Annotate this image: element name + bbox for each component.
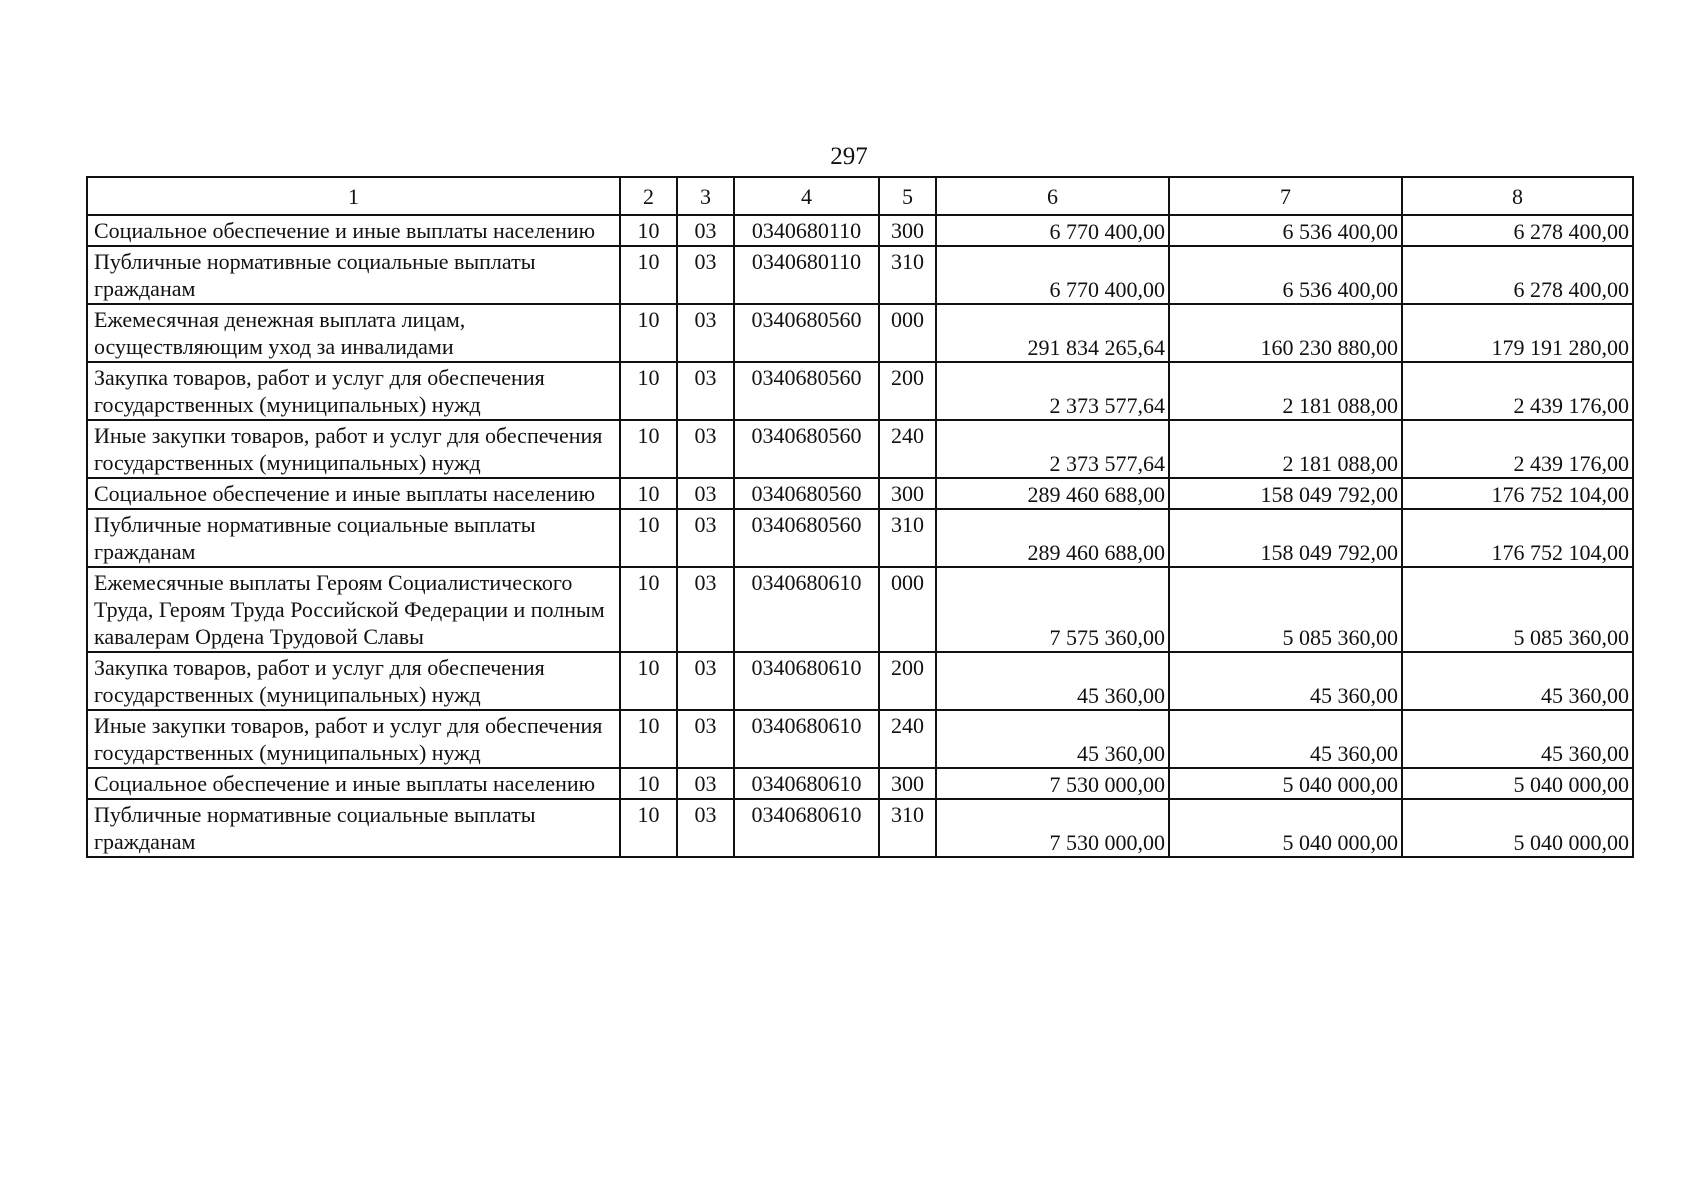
amount-col8-cell: 5 085 360,00 [1402,567,1633,652]
table-row [87,509,1633,567]
header-row [87,177,1633,215]
amount-col7-cell: 2 181 088,00 [1169,420,1402,478]
expense-type-cell: 310 [879,509,936,567]
section-code-cell: 10 [620,652,677,710]
table-row [87,215,1633,246]
table-row [87,362,1633,420]
expense-type-cell: 300 [879,478,936,509]
amount-col7-cell: 158 049 792,00 [1169,478,1402,509]
page-number: 297 [830,143,868,170]
subsection-code-cell: 03 [677,652,734,710]
column-header: 2 [620,177,677,215]
subsection-code-cell: 03 [677,567,734,652]
amount-col6-cell: 7 530 000,00 [936,799,1169,857]
table-body [87,215,1633,857]
table-row [87,478,1633,509]
target-article-cell: 0340680560 [734,362,879,420]
expense-type-cell: 000 [879,567,936,652]
target-article-cell: 0340680610 [734,768,879,799]
amount-col7-cell: 160 230 880,00 [1169,304,1402,362]
row-name-cell: Социальное обеспечение и иные выплаты населению [87,768,620,799]
row-name-cell: Социальное обеспечение и иные выплаты населению [87,478,620,509]
target-article-cell: 0340680560 [734,420,879,478]
amount-col7-cell: 45 360,00 [1169,710,1402,768]
expense-type-cell: 000 [879,304,936,362]
expense-type-cell: 300 [879,215,936,246]
row-name-cell: Ежемесячные выплаты Героям Социалистического Труда, Героям Труда Российской Федерации и полным кавалерам Ордена Трудовой Славы [87,567,620,652]
column-header: 4 [734,177,879,215]
amount-col6-cell: 45 360,00 [936,710,1169,768]
subsection-code-cell: 03 [677,246,734,304]
amount-col6-cell: 7 575 360,00 [936,567,1169,652]
section-code-cell: 10 [620,710,677,768]
amount-col7-cell: 45 360,00 [1169,652,1402,710]
row-name-cell: Социальное обеспечение и иные выплаты населению [87,215,620,246]
table-row [87,799,1633,857]
expense-type-cell: 240 [879,710,936,768]
subsection-code-cell: 03 [677,420,734,478]
section-code-cell: 10 [620,304,677,362]
row-name-cell: Публичные нормативные социальные выплаты гражданам [87,509,620,567]
section-code-cell: 10 [620,362,677,420]
amount-col7-cell: 158 049 792,00 [1169,509,1402,567]
column-header: 7 [1169,177,1402,215]
row-name-cell: Иные закупки товаров, работ и услуг для обеспечения государственных (муниципальных) нужд [87,710,620,768]
amount-col8-cell: 5 040 000,00 [1402,768,1633,799]
amount-col6-cell: 6 770 400,00 [936,215,1169,246]
target-article-cell: 0340680560 [734,478,879,509]
amount-col7-cell: 5 085 360,00 [1169,567,1402,652]
amount-col8-cell: 2 439 176,00 [1402,362,1633,420]
row-name-cell: Ежемесячная денежная выплата лицам, осуществляющим уход за инвалидами [87,304,620,362]
subsection-code-cell: 03 [677,215,734,246]
column-header: 6 [936,177,1169,215]
table-row [87,768,1633,799]
amount-col8-cell: 6 278 400,00 [1402,215,1633,246]
amount-col8-cell: 45 360,00 [1402,710,1633,768]
amount-col7-cell: 2 181 088,00 [1169,362,1402,420]
subsection-code-cell: 03 [677,362,734,420]
row-name-cell: Публичные нормативные социальные выплаты гражданам [87,799,620,857]
column-header: 8 [1402,177,1633,215]
amount-col7-cell: 6 536 400,00 [1169,246,1402,304]
expense-type-cell: 310 [879,246,936,304]
target-article-cell: 0340680610 [734,567,879,652]
table-row [87,652,1633,710]
amount-col6-cell: 6 770 400,00 [936,246,1169,304]
amount-col6-cell: 7 530 000,00 [936,768,1169,799]
amount-col8-cell: 2 439 176,00 [1402,420,1633,478]
expense-type-cell: 310 [879,799,936,857]
section-code-cell: 10 [620,799,677,857]
amount-col8-cell: 6 278 400,00 [1402,246,1633,304]
section-code-cell: 10 [620,246,677,304]
section-code-cell: 10 [620,215,677,246]
amount-col8-cell: 179 191 280,00 [1402,304,1633,362]
amount-col7-cell: 6 536 400,00 [1169,215,1402,246]
row-name-cell: Закупка товаров, работ и услуг для обеспечения государственных (муниципальных) нужд [87,652,620,710]
section-code-cell: 10 [620,567,677,652]
budget-table [86,176,1634,858]
expense-type-cell: 240 [879,420,936,478]
section-code-cell: 10 [620,768,677,799]
section-code-cell: 10 [620,478,677,509]
amount-col6-cell: 2 373 577,64 [936,362,1169,420]
subsection-code-cell: 03 [677,710,734,768]
target-article-cell: 0340680110 [734,246,879,304]
column-header: 3 [677,177,734,215]
expense-type-cell: 200 [879,362,936,420]
target-article-cell: 0340680610 [734,799,879,857]
amount-col6-cell: 2 373 577,64 [936,420,1169,478]
column-header: 1 [87,177,620,215]
table-row [87,567,1633,652]
row-name-cell: Публичные нормативные социальные выплаты гражданам [87,246,620,304]
row-name-cell: Иные закупки товаров, работ и услуг для обеспечения государственных (муниципальных) нужд [87,420,620,478]
amount-col8-cell: 5 040 000,00 [1402,799,1633,857]
expense-type-cell: 300 [879,768,936,799]
target-article-cell: 0340680560 [734,509,879,567]
table-row [87,420,1633,478]
subsection-code-cell: 03 [677,304,734,362]
amount-col6-cell: 291 834 265,64 [936,304,1169,362]
amount-col8-cell: 45 360,00 [1402,652,1633,710]
amount-col7-cell: 5 040 000,00 [1169,799,1402,857]
target-article-cell: 0340680560 [734,304,879,362]
amount-col7-cell: 5 040 000,00 [1169,768,1402,799]
target-article-cell: 0340680610 [734,710,879,768]
subsection-code-cell: 03 [677,478,734,509]
amount-col6-cell: 289 460 688,00 [936,478,1169,509]
expense-type-cell: 200 [879,652,936,710]
column-header: 5 [879,177,936,215]
section-code-cell: 10 [620,509,677,567]
subsection-code-cell: 03 [677,799,734,857]
table-row [87,246,1633,304]
section-code-cell: 10 [620,420,677,478]
target-article-cell: 0340680610 [734,652,879,710]
target-article-cell: 0340680110 [734,215,879,246]
amount-col6-cell: 289 460 688,00 [936,509,1169,567]
subsection-code-cell: 03 [677,768,734,799]
amount-col6-cell: 45 360,00 [936,652,1169,710]
amount-col8-cell: 176 752 104,00 [1402,509,1633,567]
table-row [87,710,1633,768]
subsection-code-cell: 03 [677,509,734,567]
row-name-cell: Закупка товаров, работ и услуг для обеспечения государственных (муниципальных) нужд [87,362,620,420]
table-row [87,304,1633,362]
amount-col8-cell: 176 752 104,00 [1402,478,1633,509]
